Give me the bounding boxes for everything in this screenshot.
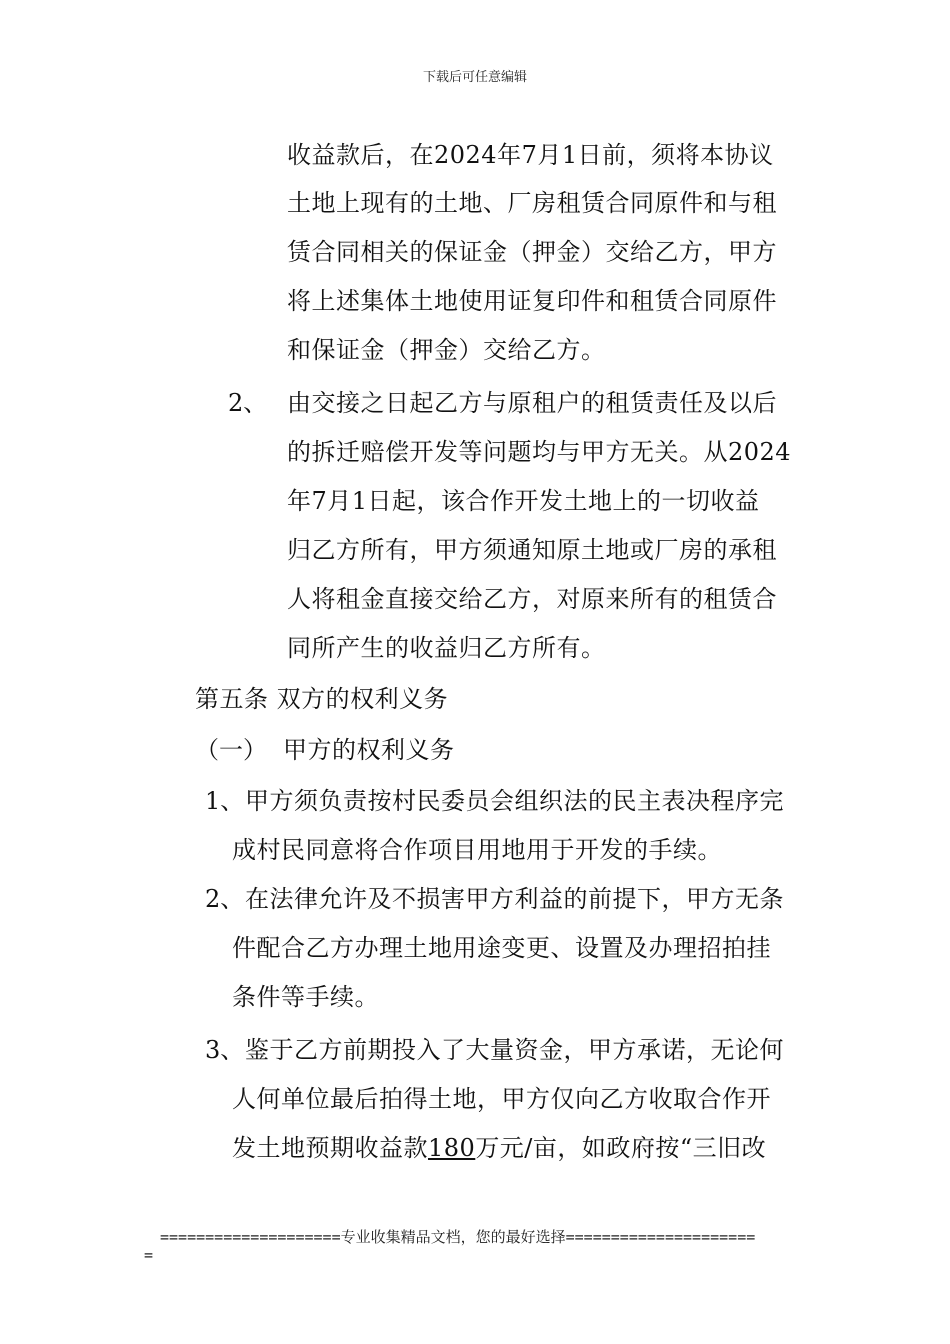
section-number: （一） <box>195 736 267 764</box>
body-line: 的拆迁赔偿开发等问题均与甲方无关。从2024 <box>287 438 792 466</box>
section-heading: 甲方的权利义务 <box>283 736 455 764</box>
body-line: 土地上现有的土地、厂房租赁合同原件和与租 <box>287 189 777 217</box>
body-line: 归乙方所有，甲方须通知原土地或厂房的承租 <box>287 536 777 564</box>
amount-underlined: 180 <box>428 1134 476 1162</box>
body-line: 收益款后，在2024年7月1日前，须将本协议 <box>287 141 774 169</box>
body-line: 件配合乙方办理土地用途变更、设置及办理招拍挂 <box>232 934 771 962</box>
body-text: 发土地预期收益款 <box>232 1134 428 1162</box>
body-line: 人何单位最后拍得土地，甲方仅向乙方收取合作开 <box>232 1085 771 1113</box>
body-text: 万元/亩，如政府按“三旧改 <box>475 1134 767 1162</box>
body-line <box>232 1133 766 1163</box>
body-line: 甲方须负责按村民委员会组织法的民主表决程序完 <box>245 787 784 815</box>
item-number: 3、 <box>205 1036 245 1064</box>
body-line: 在法律允许及不损害甲方利益的前提下，甲方无条 <box>245 885 784 913</box>
item-number: 2、 <box>228 389 268 417</box>
item-number: 2、 <box>205 885 245 913</box>
article-heading: 第五条 双方的权利义务 <box>195 685 449 713</box>
page-header: 下载后可任意编辑 <box>422 70 527 85</box>
item-number: 1、 <box>205 787 245 815</box>
body-line: 由交接之日起乙方与原租户的租赁责任及以后 <box>287 389 777 417</box>
body-line: 人将租金直接交给乙方，对原来所有的租赁合 <box>287 585 777 613</box>
body-line: 条件等手续。 <box>232 983 379 1011</box>
page-footer: ====================专业收集精品文档，您的最好选择===================== <box>160 1228 756 1246</box>
body-line: 同所产生的收益归乙方所有。 <box>287 634 606 662</box>
body-line: 将上述集体土地使用证复印件和租赁合同原件 <box>287 287 777 315</box>
body-line: 鉴于乙方前期投入了大量资金，甲方承诺，无论何 <box>245 1036 784 1064</box>
body-line: 和保证金（押金）交给乙方。 <box>287 336 606 364</box>
page-footer-continuation: = <box>144 1246 154 1264</box>
body-line: 成村民同意将合作项目用地用于开发的手续。 <box>232 836 722 864</box>
body-line: 赁合同相关的保证金（押金）交给乙方，甲方 <box>287 238 777 266</box>
body-line: 年7月1日起，该合作开发土地上的一切收益 <box>287 487 760 515</box>
